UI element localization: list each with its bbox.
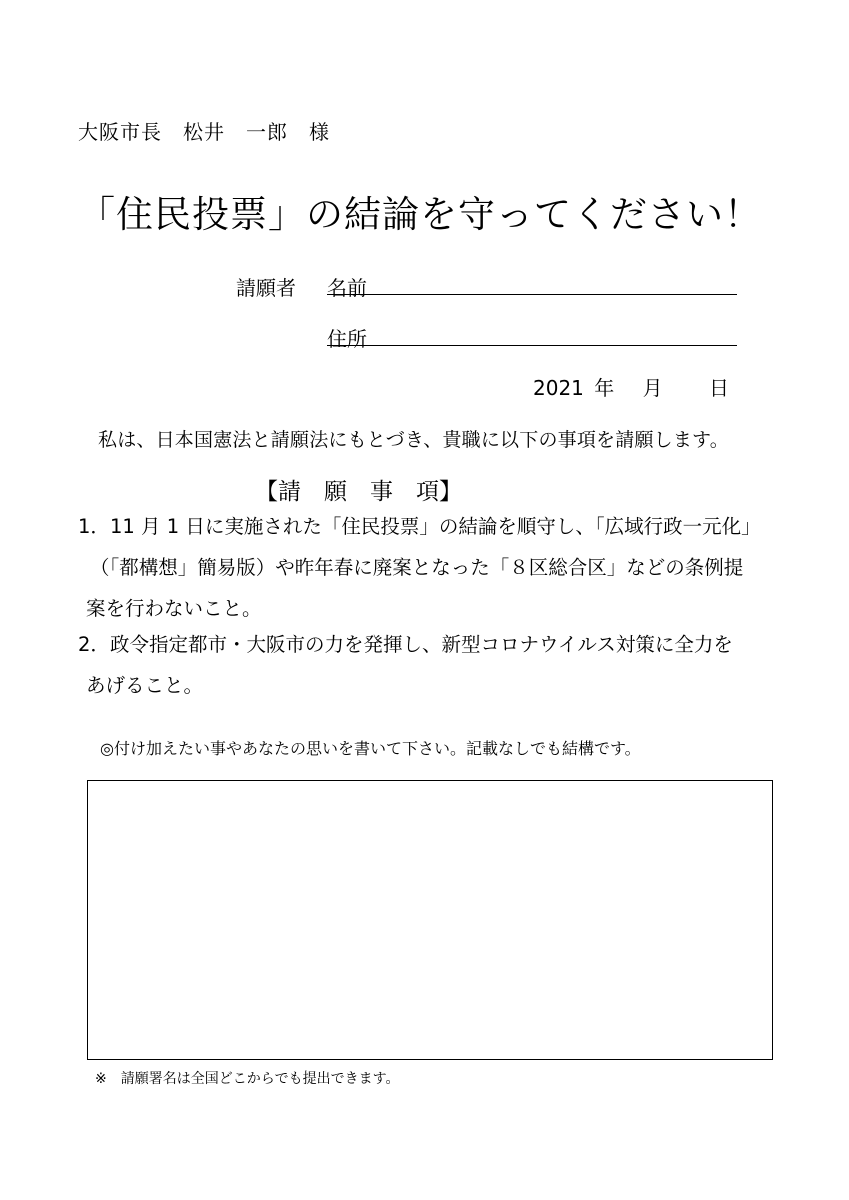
section-heading: 【請 願 事 項】	[255, 479, 462, 505]
item-line: あげること。	[86, 674, 204, 697]
item-line: （「都構想」簡易版）や昨年春に廃案となった「８区総合区」などの条例提	[90, 556, 744, 579]
date-year-value: 2021	[533, 376, 584, 400]
item-number: 1．	[78, 515, 110, 538]
petition-item-2	[78, 624, 778, 706]
name-field-label: 名前	[327, 276, 367, 300]
comment-box[interactable]	[87, 780, 773, 1060]
date-day-unit: 日	[708, 376, 729, 400]
name-field-line[interactable]	[327, 294, 737, 295]
intro-text: 私は、日本国憲法と請願法にもとづき、貴職に以下の事項を請願します。	[98, 429, 729, 451]
petition-item-1	[78, 506, 778, 629]
footnote: ※ 請願署名は全国どこからでも提出できます。	[95, 1071, 400, 1087]
item-line: 11 月 1 日に実施された「住民投票」の結論を順守し、「広域行政一元化」	[110, 515, 761, 538]
petitioner-label: 請願者	[236, 276, 296, 300]
item-line: 案を行わないこと。	[86, 597, 262, 620]
item-line: 政令指定都市・大阪市の力を発揮し、新型コロナウイルス対策に全力を	[110, 633, 733, 656]
comment-note: ◎付け加えたい事やあなたの思いを書いて下さい。記載なしでも結構です。	[100, 739, 641, 758]
item-number: 2．	[78, 633, 110, 656]
date-year-unit: 年	[594, 376, 615, 400]
date-month-unit: 月	[642, 376, 663, 400]
page-title: 「住民投票」の結論を守ってください！	[78, 193, 762, 236]
date-line	[533, 372, 729, 401]
address-field-line[interactable]	[327, 345, 737, 346]
address-field-label: 住所	[327, 327, 367, 351]
addressee: 大阪市長 松井 一郎 様	[78, 120, 330, 144]
